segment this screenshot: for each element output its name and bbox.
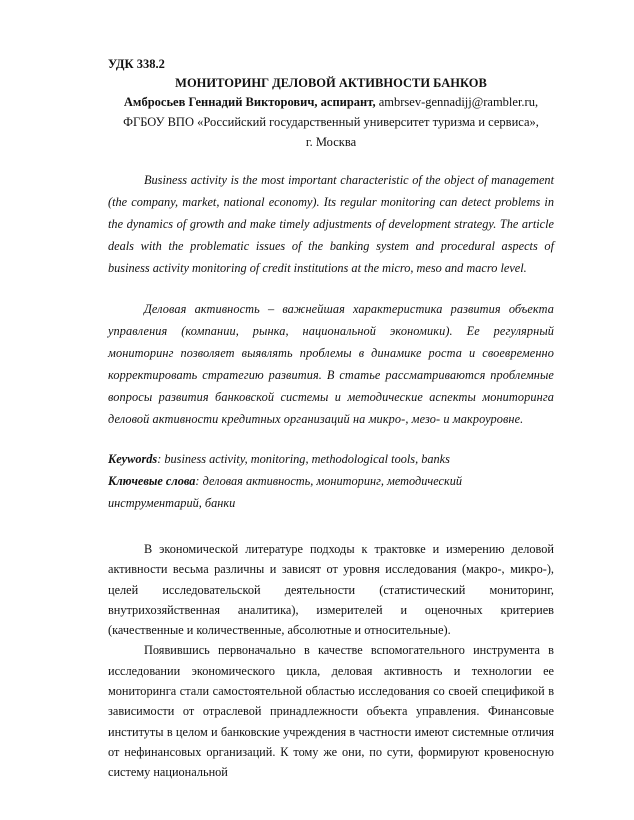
affiliation: ФГБОУ ВПО «Российский государственный университет туризма и сервиса», — [123, 115, 539, 129]
abstract-russian: Деловая активность – важнейшая характеристика развития объекта управления (компании, рынка, национальной экономики). Ее регулярный мониторинг позволяет выявлять проблемы в динамике роста и своевременно корректировать стратегию развития. В статье рассматриваются проблемные вопросы развития банковской системы и методические аспекты мониторинга деловой активности кредитных организаций на микро-, мезо- и макроуровне. — [108, 302, 554, 426]
body-paragraph-2: Появившись первоначально в качестве вспомогательного инструмента в исследовании экономического цикла, деловая активность и технологии ее мониторинга стали самостоятельной областью исследования со своей спецификой в зависимости от отраслевой принадлежности объекта управления. Финансовые институты в целом и банковские учреждения в частности имеют системные отличия от нефинансовых организаций. К тому же они, по сути, формируют кровеносную систему национальной — [108, 643, 554, 780]
keywords-russian-label: Ключевые слова — [108, 474, 196, 488]
article-title: МОНИТОРИНГ ДЕЛОВОЙ АКТИВНОСТИ БАНКОВ — [175, 76, 487, 90]
keywords-russian — [108, 470, 554, 514]
keywords-english — [108, 448, 554, 470]
city: г. Москва — [305, 135, 357, 149]
udk-code: УДК 338.2 — [108, 57, 165, 71]
body-paragraph-1: В экономической литературе подходы к трактовке и измерению деловой активности весьма различны и зависят от уровня исследования (макро-, микро-), целей исследовательской деятельности (статистический мониторинг, внутрихозяйственная аналитика), измерителей и оценочных критериев (качественные и количественные, абсолютные и относительные). — [108, 542, 554, 638]
keywords-russian-text: : деловая активность, мониторинг, методический инструментарий, банки — [108, 474, 463, 510]
author-line — [108, 92, 554, 112]
author-email: ambrsev-gennadijj@rambler.ru, — [375, 95, 539, 109]
document-page — [108, 56, 554, 783]
abstract-english: Business activity is the most important characteristic of the object of management (the company, market, national economy). Its regular monitoring can detect problems in the dynamics of growth and make timely adjustments of development strategy. The article deals with the problematic issues of the banking system and procedural aspects of business activity monitoring of credit institutions at the micro, meso and macro level. — [108, 173, 554, 275]
keywords-english-label: Keywords — [108, 452, 158, 466]
author-name: Амбросьев Геннадий Викторович, аспирант, — [123, 95, 376, 109]
keywords-english-text: : business activity, monitoring, methodological tools, banks — [157, 452, 450, 466]
